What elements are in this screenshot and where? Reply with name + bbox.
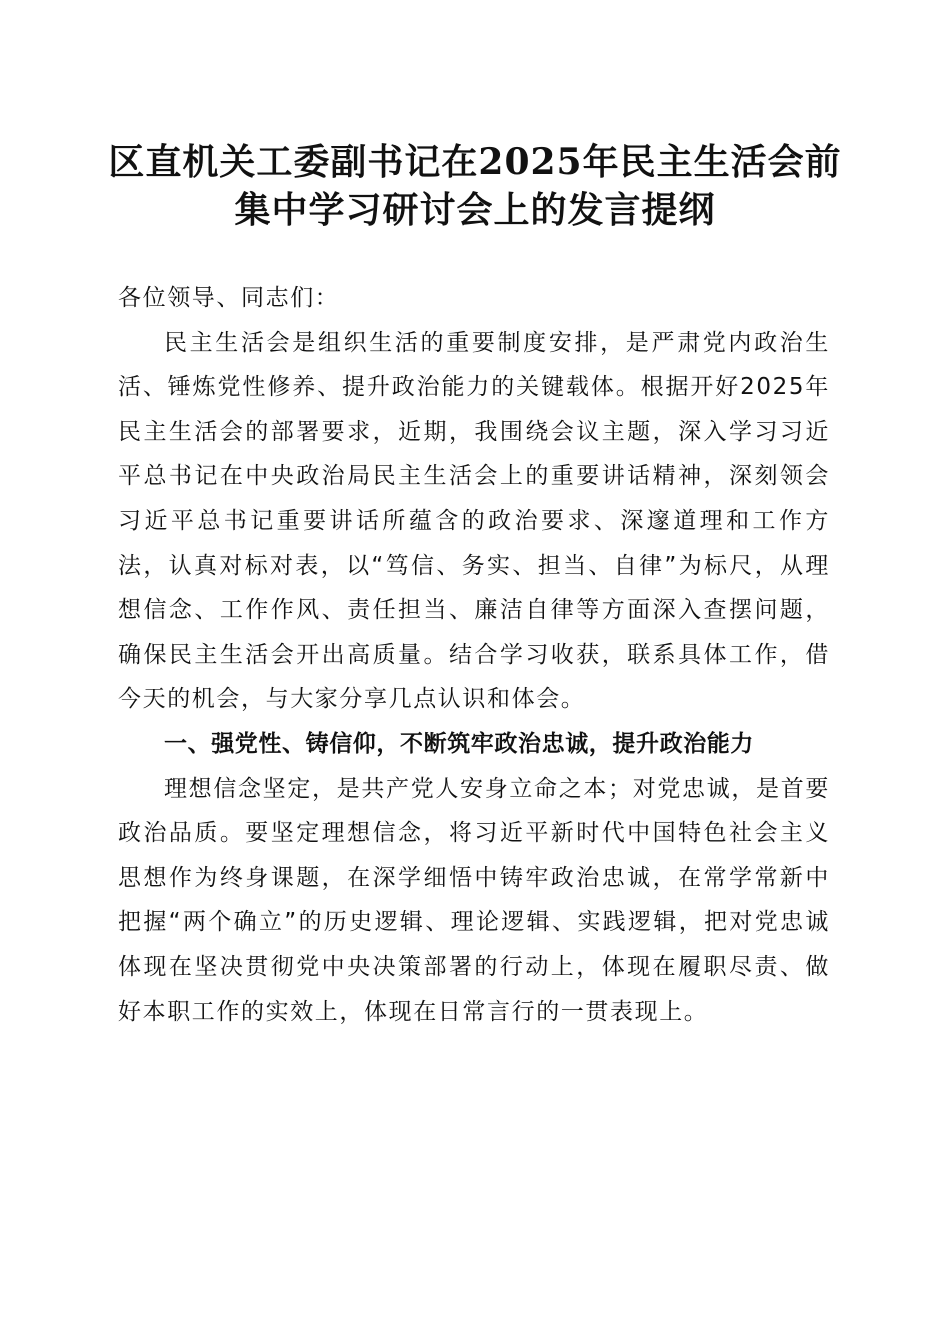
paragraph-intro: 民主生活会是组织生活的重要制度安排，是严肃党内政治生活、锤炼党性修养、提升政治能力的关键载体。根据开好2025年民主生活会的部署要求，近期，我围绕会议主题，深入学习习近平总书记在中央政治局民主生活会上的重要讲话精神，深刻领会习近平总书记重要讲话所蕴含的政治要求、深邃道理和工作方法，认真对标对表，以“笃信、务实、担当、自律”为标尺，从理想信念、工作作风、责任担当、廉洁自律等方面深入查摆问题，确保民主生活会开出高质量。结合学习收获，联系具体工作，借今天的机会，与大家分享几点认识和体会。 — [118, 329, 830, 713]
section-heading-1: 一、强党性、铸信仰，不断筑牢政治忠诚，提升政治能力 — [164, 730, 754, 757]
document-body — [118, 276, 830, 1034]
salutation: 各位领导、同志们： — [118, 285, 340, 311]
paragraph-section-1: 理想信念坚定，是共产党人安身立命之本；对党忠诚，是首要政治品质。要坚定理想信念，将习近平新时代中国特色社会主义思想作为终身课题，在深学细悟中铸牢政治忠诚，在常学常新中把握“两个确立”的历史逻辑、理论逻辑、实践逻辑，把对党忠诚体现在坚决贯彻党中央决策部署的行动上，体现在履职尽责、做好本职工作的实效上，体现在日常言行的一贯表现上。 — [118, 775, 830, 1025]
document-title — [80, 138, 870, 234]
title-line-2: 集中学习研讨会上的发言提纲 — [234, 189, 716, 231]
title-line-1: 区直机关工委副书记在2025年民主生活会前 — [108, 141, 842, 183]
